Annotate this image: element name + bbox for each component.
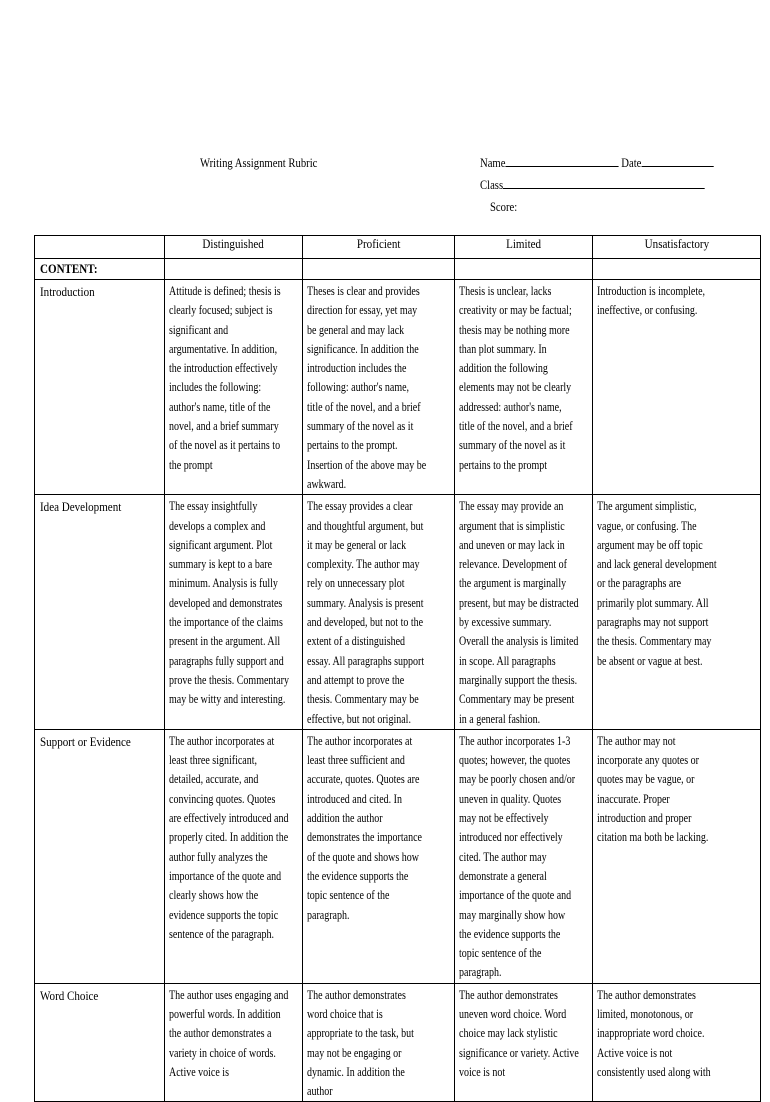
rubric-table (34, 235, 761, 1102)
row-category: Support or Evidence (35, 729, 165, 983)
class-field[interactable] (503, 177, 705, 189)
table-row (35, 983, 761, 1102)
row-category: Word Choice (35, 983, 165, 1102)
class-label: Class (480, 177, 504, 192)
section-label: CONTENT: (35, 259, 165, 280)
rubric-cell: Attitude is defined; thesis is clearly focused; subject is significant and argumentative. In addition, the introduction effectively includes the following: author's name, title of the novel, and a brief summary of the novel as it pertains to the prompt (165, 280, 303, 495)
row-category: Introduction (35, 280, 165, 495)
section-row (35, 259, 761, 280)
col-header-proficient: Proficient (303, 236, 455, 259)
col-header-unsatisfactory: Unsatisfactory (593, 236, 761, 259)
name-label: Name (480, 155, 506, 170)
score-label: Score: (490, 199, 518, 214)
rubric-cell: The author incorporates at least three sufficient and accurate, quotes. Quotes are introduced and cited. In addition the author demonstrates the importance of the quote and shows how the evidence supports the topic sentence of the paragraph. (303, 729, 455, 983)
rubric-cell: Introduction is incomplete, ineffective, or confusing. (593, 280, 761, 495)
rubric-cell: Theses is clear and provides direction for essay, yet may be general and may lack significance. In addition the introduction includes the following: author's name, title of the novel, and a brief summary of the novel as it pertains to the prompt. Insertion of the above may be awkward. (303, 280, 455, 495)
rubric-cell: The author incorporates 1-3 quotes; however, the quotes may be poorly chosen and/or uneven in quality. Quotes may not be effectively introduced nor effectively cited. The author may demonstrate a general importance of the quote and may marginally show how the evidence supports the topic sentence of the paragraph. (455, 729, 593, 983)
page-title: Writing Assignment Rubric (200, 155, 318, 170)
rubric-cell: The author may not incorporate any quotes or quotes may be vague, or inaccurate. Proper introduction and proper citation ma both be lacking. (593, 729, 761, 983)
row-category: Idea Development (35, 495, 165, 730)
table-row (35, 729, 761, 983)
section-empty-cell (593, 259, 761, 280)
name-date-line (480, 155, 714, 171)
rubric-cell: The essay provides a clear and thoughtful argument, but it may be general or lack complexity. The author may rely on unnecessary plot summary. Analysis is present and developed, but not to the extent of a distinguished essay. All paragraphs support and attempt to prove the thesis. Commentary may be effective, but not original. (303, 495, 455, 730)
rubric-cell: The author demonstrates limited, monotonous, or inappropriate word choice. Active voice is not consistently used along with (593, 983, 761, 1102)
header-empty-cell (35, 236, 165, 259)
section-empty-cell (455, 259, 593, 280)
rubric-cell: The author incorporates at least three significant, detailed, accurate, and convincing quotes. Quotes are effectively introduced and properly cited. In addition the author fully analyzes the importance of the quote and clearly shows how the evidence supports the topic sentence of the paragraph. (165, 729, 303, 983)
rubric-cell: The essay may provide an argument that is simplistic and uneven or may lack in relevance. Development of the argument is marginally present, but may be distracted by excessive summary. Overall the analysis is limited in scope. All paragraphs marginally support the thesis. Commentary may be present in a general fashion. (455, 495, 593, 730)
section-empty-cell (303, 259, 455, 280)
table-row (35, 280, 761, 495)
rubric-cell: The essay insightfully develops a complex and significant argument. Plot summary is kept to a bare minimum. Analysis is fully developed and demonstrates the importance of the claims present in the argument. All paragraphs fully support and prove the thesis. Commentary may be witty and interesting. (165, 495, 303, 730)
header-row (35, 236, 761, 259)
class-line (480, 177, 705, 193)
rubric-cell: The author demonstrates uneven word choice. Word choice may lack stylistic significance or variety. Active voice is not (455, 983, 593, 1102)
name-field[interactable] (505, 155, 618, 167)
col-header-distinguished: Distinguished (165, 236, 303, 259)
rubric-cell: Thesis is unclear, lacks creativity or may be factual; thesis may be nothing more than plot summary. In addition the following elements may not be clearly addressed: author's name, title of the novel, and a brief summary of the novel as it pertains to the prompt (455, 280, 593, 495)
date-label: Date (621, 155, 642, 170)
rubric-cell: The argument simplistic, vague, or confusing. The argument may be off topic and lack general development or the paragraphs are primarily plot summary. All paragraphs may not support the thesis. Commentary may be absent or vague at best. (593, 495, 761, 730)
col-header-limited: Limited (455, 236, 593, 259)
score-line (490, 199, 517, 215)
table-row (35, 495, 761, 730)
date-field[interactable] (641, 155, 713, 167)
section-empty-cell (165, 259, 303, 280)
rubric-cell: The author uses engaging and powerful words. In addition the author demonstrates a variety in choice of words. Active voice is (165, 983, 303, 1102)
rubric-cell: The author demonstrates word choice that is appropriate to the task, but may not be engaging or dynamic. In addition the author (303, 983, 455, 1102)
